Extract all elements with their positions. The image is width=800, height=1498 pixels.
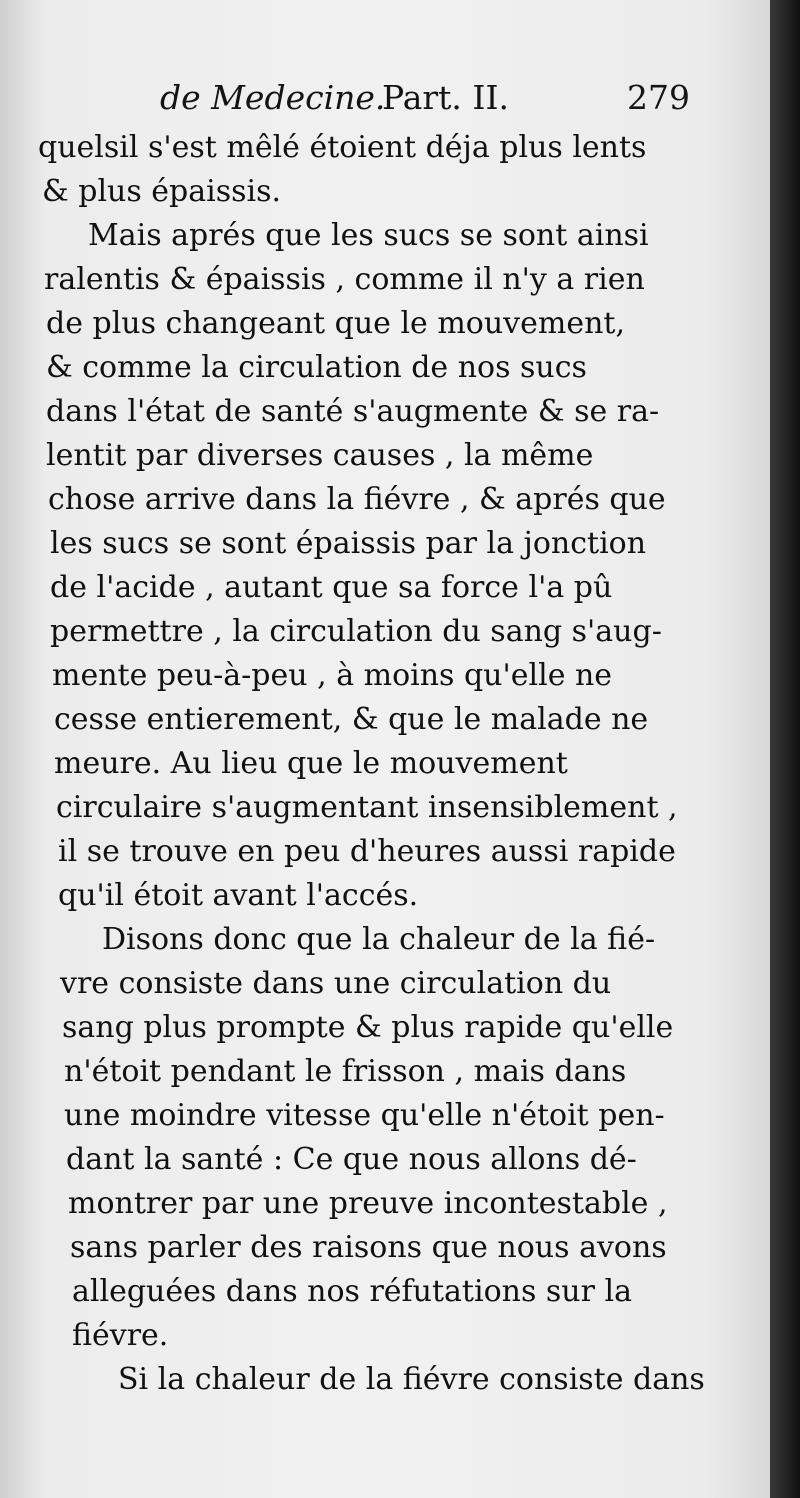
running-header xyxy=(160,78,690,122)
text-line: permettre , la circulation du sang s'aug- xyxy=(50,614,662,649)
text-line: lentit par diverses causes , la même xyxy=(46,438,594,473)
text-line: fiévre. xyxy=(72,1318,169,1353)
page-number: 279 xyxy=(627,78,690,117)
text-line: sans parler des raisons que nous avons xyxy=(70,1230,667,1265)
text-line: meure. Au lieu que le mouvement xyxy=(54,746,568,781)
text-line: sang plus prompte & plus rapide qu'elle xyxy=(62,1010,674,1045)
text-line: il se trouve en peu d'heures aussi rapide xyxy=(58,834,676,869)
text-line: n'étoit pendant le frisson , mais dans xyxy=(64,1054,627,1089)
text-line: circulaire s'augmentant insensiblement , xyxy=(56,790,678,825)
text-line: qu'il étoit avant l'accés. xyxy=(58,878,419,913)
text-line: vre consiste dans une circulation du xyxy=(60,966,612,1001)
page-edge-shadow xyxy=(770,0,800,1498)
body-text xyxy=(38,126,738,1402)
text-line: alleguées dans nos réfutations sur la xyxy=(72,1274,632,1309)
text-line: de plus changeant que le mouvement, xyxy=(46,306,625,341)
text-line: dant la santé : Ce que nous allons dé- xyxy=(66,1142,637,1177)
text-line: mente peu-à-peu , à moins qu'elle ne xyxy=(52,658,613,693)
text-line: dans l'état de santé s'augmente & se ra- xyxy=(46,394,660,429)
text-line: les sucs se sont épaissis par la jonction xyxy=(50,526,647,561)
text-line: montrer par une preuve incontestable , xyxy=(68,1186,668,1221)
part-label: Part. II. xyxy=(382,78,509,117)
running-title: de Medecine. xyxy=(160,78,386,117)
text-line: une moindre vitesse qu'elle n'étoit pen- xyxy=(64,1098,665,1133)
text-line: de l'acide , autant que sa force l'a pû xyxy=(50,570,613,605)
text-line: chose arrive dans la fiévre , & aprés que xyxy=(48,482,666,517)
text-line: & plus épaissis. xyxy=(42,174,282,209)
text-line: & comme la circulation de nos sucs xyxy=(46,350,587,385)
text-line: quelsil s'est mêlé étoient déja plus lents xyxy=(38,130,647,165)
paragraph-start-line: Disons donc que la chaleur de la fié- xyxy=(102,922,656,957)
paragraph-start-line: Si la chaleur de la fiévre consiste dans xyxy=(118,1362,705,1397)
text-line: cesse entierement, & que le malade ne xyxy=(54,702,649,737)
text-line: ralentis & épaissis , comme il n'y a rien xyxy=(44,262,645,297)
paragraph-start-line: Mais aprés que les sucs se sont ainsi xyxy=(88,218,649,253)
